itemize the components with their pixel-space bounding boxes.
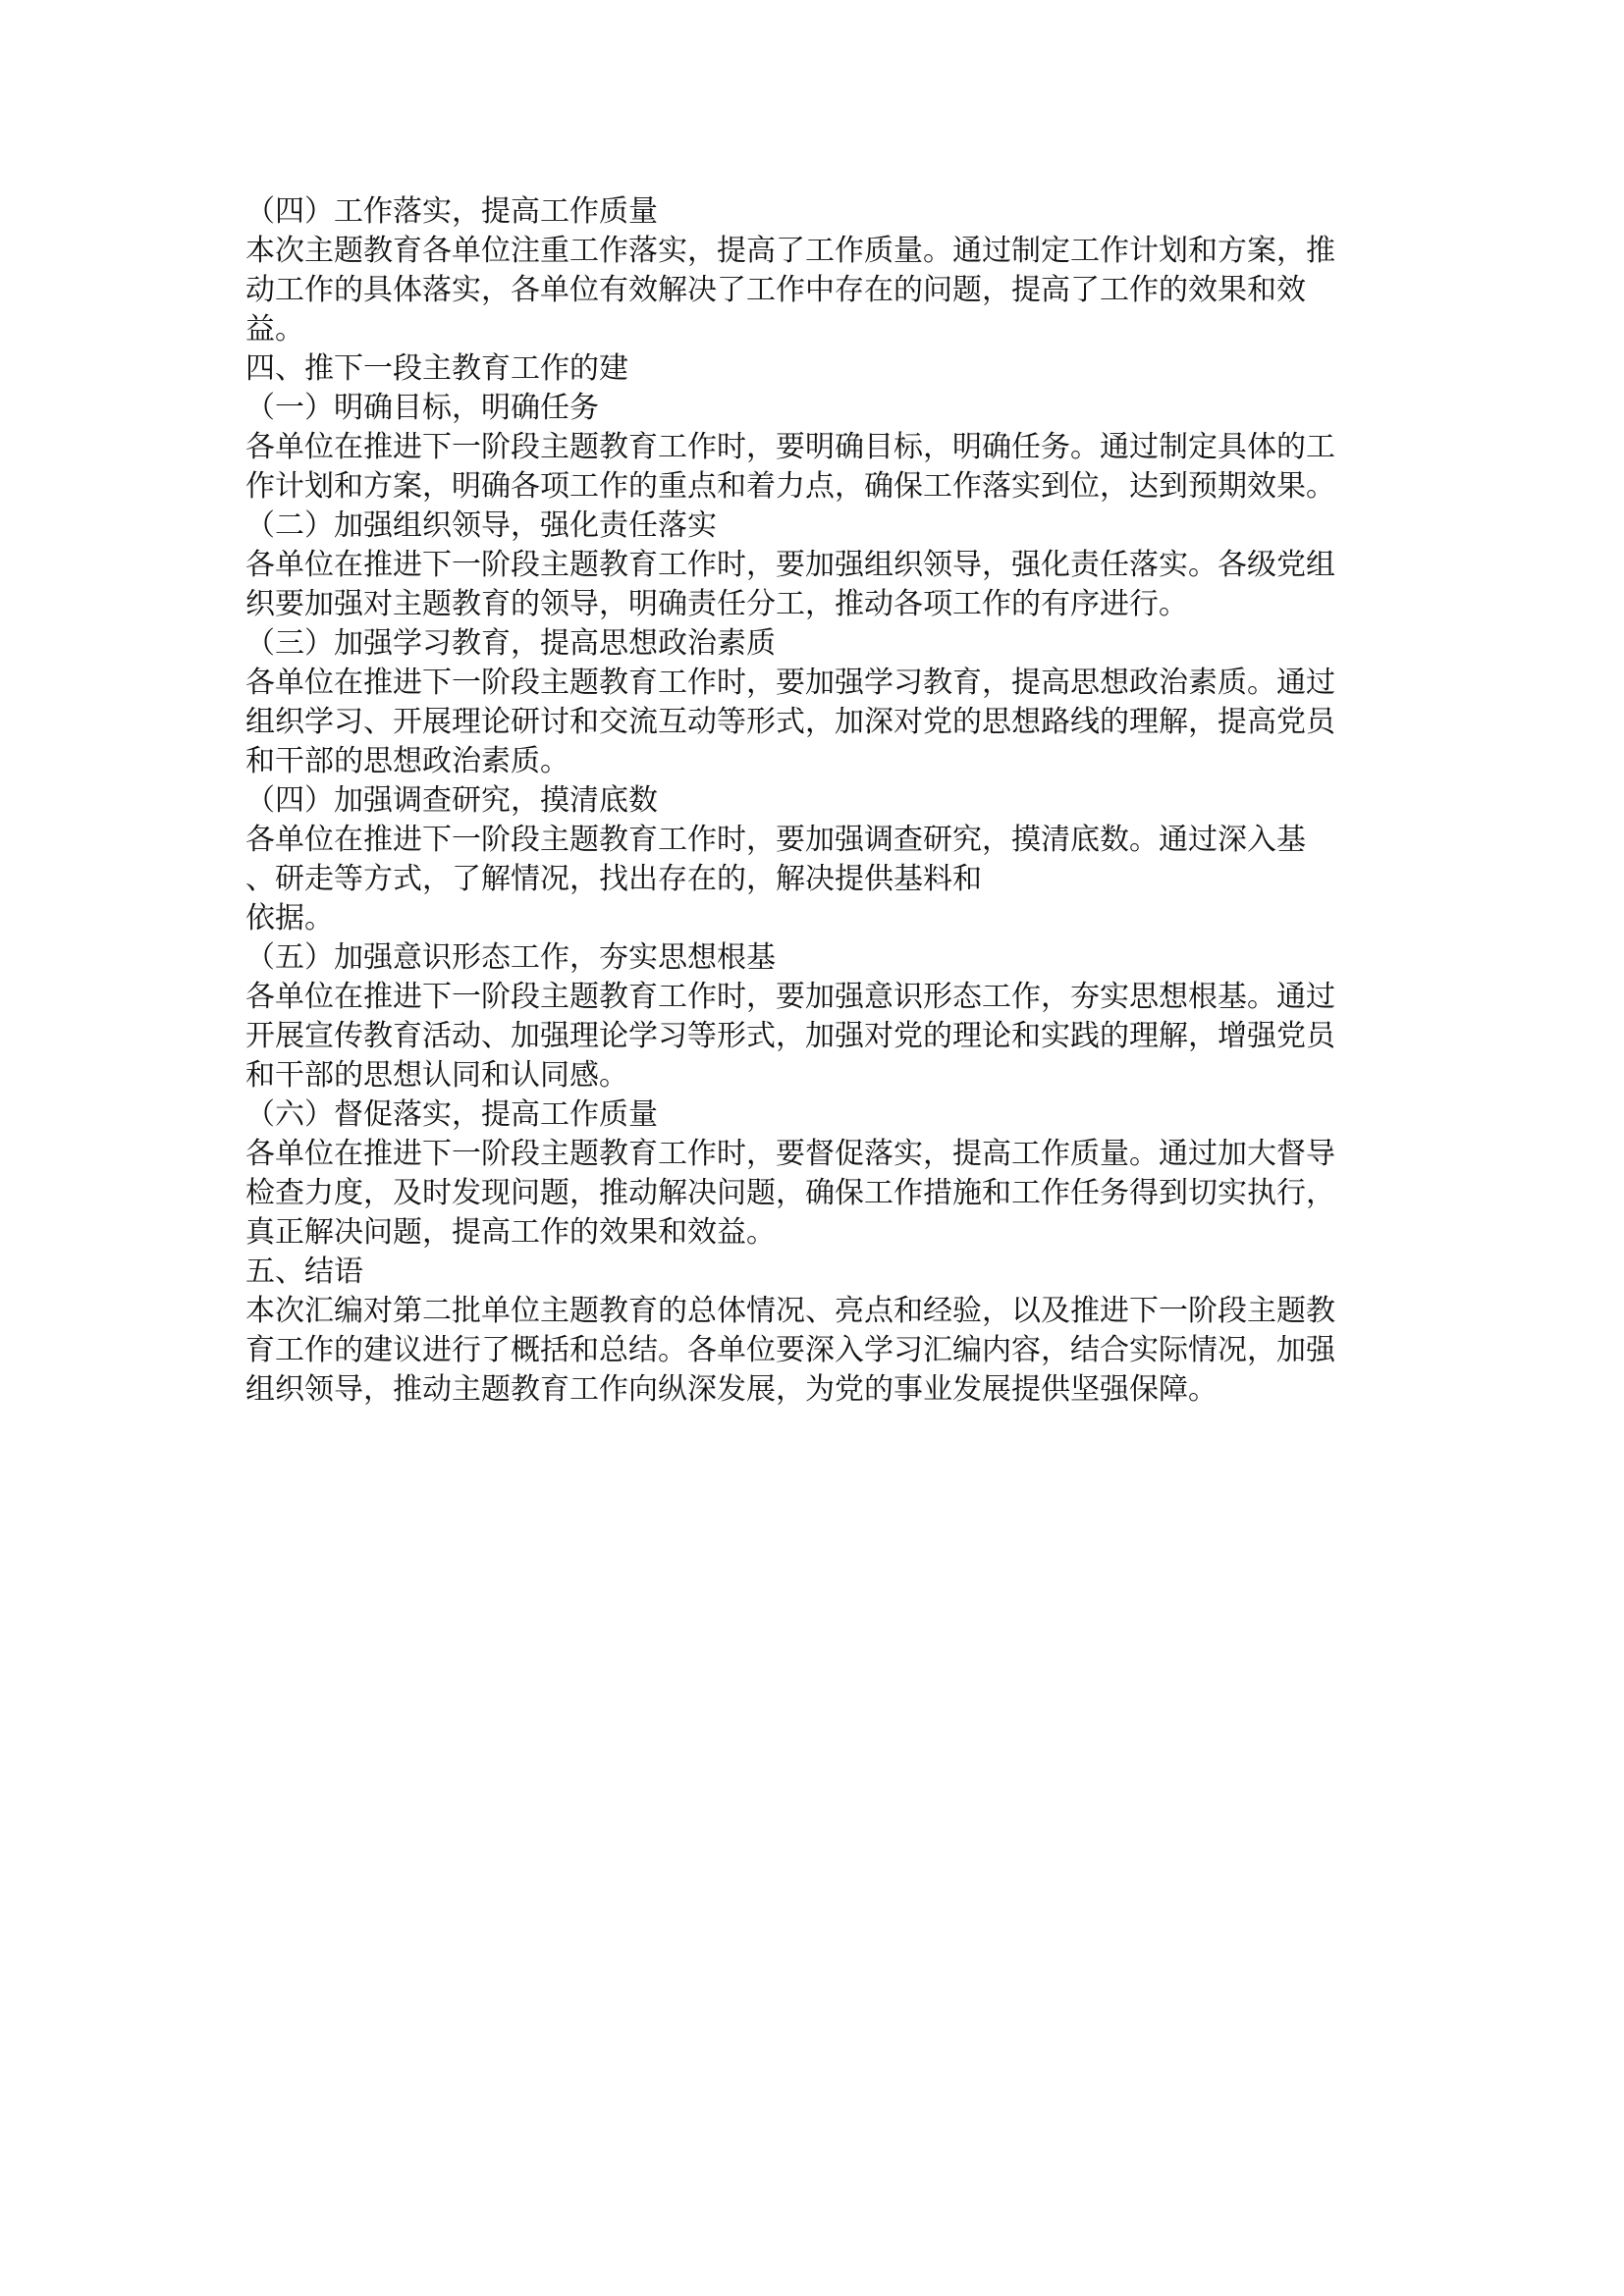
paragraph-line: 动工作的具体落实，各单位有效解决了工作中存在的问题，提高了工作的效果和效 — [245, 273, 1306, 307]
subheading-line: （二）加强组织领导，强化责任落实 — [245, 508, 717, 543]
subheading-line: （四）工作落实，提高工作质量 — [245, 194, 658, 229]
paragraph-line: 各单位在推进下一阶段主题教育工作时，要加强学习教育，提高思想政治素质。通过 — [245, 666, 1335, 700]
subheading-line: （四）加强调查研究，摸清底数 — [245, 783, 658, 818]
paragraph-line: 检查力度，及时发现问题，推动解决问题，确保工作措施和工作任务得到切实执行， — [245, 1176, 1335, 1210]
paragraph-line: 本次主题教育各单位注重工作落实，提高了工作质量。通过制定工作计划和方案，推 — [245, 234, 1335, 268]
paragraph-line: 、研走等方式，了解情况，找出存在的，解决提供基料和 — [245, 862, 982, 896]
paragraph-line: 作计划和方案，明确各项工作的重点和着力点，确保工作落实到位，达到预期效果。 — [245, 469, 1335, 504]
paragraph-line: 开展宣传教育活动、加强理论学习等形式，加强对党的理论和实践的理解，增强党员 — [245, 1019, 1335, 1053]
paragraph-line: 本次汇编对第二批单位主题教育的总体情况、亮点和经验，以及推进下一阶段主题教 — [245, 1294, 1335, 1328]
paragraph-line: 真正解决问题，提高工作的效果和效益。 — [245, 1215, 776, 1250]
subheading-line: （一）明确目标，明确任务 — [245, 391, 599, 425]
section-heading: 五、结语 — [245, 1255, 363, 1289]
paragraph-line: 各单位在推进下一阶段主题教育工作时，要督促落实，提高工作质量。通过加大督导 — [245, 1137, 1335, 1171]
paragraph-line: 和干部的思想认同和认同感。 — [245, 1058, 628, 1093]
paragraph-line: 织要加强对主题教育的领导，明确责任分工，推动各项工作的有序进行。 — [245, 587, 1188, 621]
paragraph-line: 组织学习、开展理论研讨和交流互动等形式，加深对党的思想路线的理解，提高党员 — [245, 705, 1335, 739]
subheading-line: （五）加强意识形态工作，夯实思想根基 — [245, 940, 776, 975]
paragraph-line: 育工作的建议进行了概括和总结。各单位要深入学习汇编内容，结合实际情况，加强 — [245, 1333, 1335, 1367]
subheading-line: （六）督促落实，提高工作质量 — [245, 1097, 658, 1132]
paragraph-line: 组织领导，推动主题教育工作向纵深发展，为党的事业发展提供坚强保障。 — [245, 1372, 1218, 1407]
paragraph-line: 各单位在推进下一阶段主题教育工作时，要加强意识形态工作，夯实思想根基。通过 — [245, 980, 1335, 1014]
paragraph-line: 益。 — [245, 312, 304, 347]
document-body — [245, 192, 1394, 1410]
section-heading: 四、推下一段主教育工作的建 — [245, 351, 628, 386]
paragraph-line: 和干部的思想政治素质。 — [245, 744, 569, 778]
paragraph-line: 依据。 — [245, 901, 334, 935]
paragraph-line: 各单位在推进下一阶段主题教育工作时，要加强组织领导，强化责任落实。各级党组 — [245, 548, 1335, 582]
subheading-line: （三）加强学习教育，提高思想政治素质 — [245, 626, 776, 661]
paragraph-line: 各单位在推进下一阶段主题教育工作时，要加强调查研究，摸清底数。通过深入基 — [245, 823, 1306, 857]
paragraph-line: 各单位在推进下一阶段主题教育工作时，要明确目标，明确任务。通过制定具体的工 — [245, 430, 1335, 464]
